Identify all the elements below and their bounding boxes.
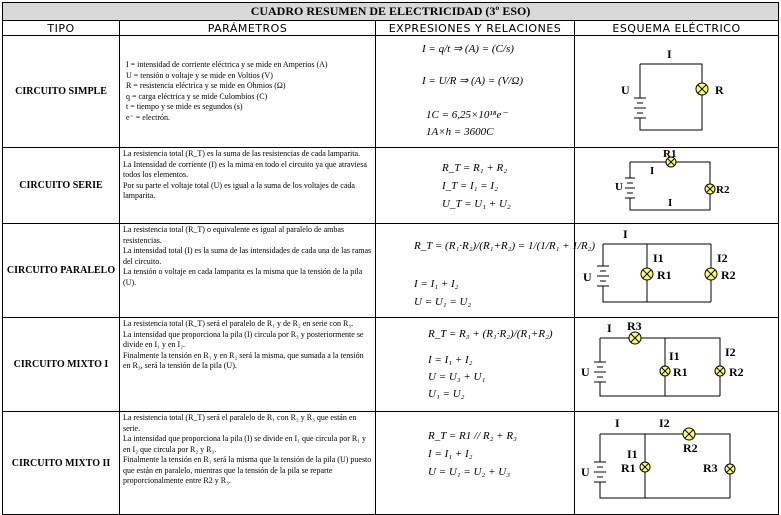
- param-line: La resistencia total (R_T) o equivalente es igual al paralelo de ambas resistencias.: [123, 225, 345, 245]
- tipo-mixto-1: CIRCUITO MIXTO I: [3, 318, 120, 412]
- schema-mixto-1: [575, 318, 779, 412]
- param-line: e⁻ = electrón.: [126, 112, 171, 122]
- label-r2: R2: [721, 268, 736, 282]
- schema-paralelo: [575, 224, 779, 318]
- mixed-circuit-2-diagram: [575, 412, 779, 510]
- expr-line: I = U/R ⇒ (A) = (V/Ω): [422, 75, 524, 87]
- param-line: I = intensidad de corriente eléctrica y se mide en Amperios (A): [126, 60, 328, 69]
- expr-line: U = U₃ + U₁: [428, 371, 486, 383]
- param-line: Finalmente la tensión en R₁ y en R₂ será la misma, que sumada a la tensión en R₃, será la tensión de la pila (U).: [123, 350, 364, 370]
- series-circuit-diagram: [575, 148, 779, 219]
- expr-line: R_T = R₁ + R₂: [442, 162, 508, 174]
- label-r1: R1: [663, 148, 677, 160]
- expr-line: U = U₁ = U₂: [414, 296, 472, 308]
- label-r3: R3: [703, 461, 718, 475]
- label-r2: R2: [716, 184, 730, 196]
- param-line: La resistencia total (R_T) es la suma de las resistencias de cada lamparita.: [123, 149, 361, 158]
- param-line: La intensidad que proporciona la pila (I) se divide en I₁ que circula por R₁ y en I₂ que circula por R₂ y R₃.: [123, 434, 367, 454]
- expr-line: I = q/t ⇒ (A) = (C/s): [422, 43, 514, 55]
- row-simple: [3, 36, 779, 148]
- label-i: I: [607, 321, 612, 335]
- expr-line: U = U₁ = U₂ + U₃: [428, 466, 511, 478]
- expr-line: R_T = (R₁·R₂)/(R₁+R₂) = 1/(1/R₁ + 1/R₂): [414, 240, 596, 252]
- row-mixto-1: [3, 318, 779, 412]
- label-i: I: [667, 47, 672, 61]
- label-u: U: [581, 365, 590, 379]
- params-serie: [120, 148, 376, 224]
- parallel-circuit-diagram: [575, 224, 779, 313]
- param-line: t = tiempo y se mide es segundos (s): [126, 102, 243, 111]
- param-line: La intensidad total (I) es la suma de las intensidades de cada una de las ramas del circuito.: [123, 246, 372, 266]
- label-i1: I1: [669, 349, 680, 363]
- expr-line: I = I₁ + I₂: [428, 448, 473, 460]
- table-title: CUADRO RESUMEN DE ELECTRICIDAD (3º ESO): [3, 3, 779, 21]
- expr-line: I = I₁ + I₂: [414, 278, 459, 290]
- row-mixto-2: [3, 412, 779, 515]
- label-r: R: [715, 83, 724, 97]
- label-u: U: [581, 465, 590, 479]
- expr-line: R_T = R₃ + (R₁·R₂)/(R₁+R₂): [428, 328, 553, 340]
- tipo-simple: CIRCUITO SIMPLE: [3, 36, 120, 148]
- label-r3: R3: [627, 319, 642, 333]
- expr-line: I = I₁ + I₂: [428, 354, 473, 366]
- summary-table: [2, 2, 779, 515]
- label-i: I: [615, 416, 620, 430]
- header-parametros: PARÁMETROS: [120, 21, 376, 36]
- label-u: U: [621, 83, 630, 97]
- expr-line: U₁ = U₂: [428, 388, 465, 400]
- params-mixto-1: [120, 318, 376, 412]
- expr-line: R_T = R1 // R₂ + R₃: [428, 430, 517, 442]
- schema-mixto-2: [575, 412, 779, 515]
- label-u: U: [583, 270, 592, 284]
- param-line: Por su parte el voltaje total (U) es igual a la suma de los voltajes de cada lamparita.: [123, 180, 355, 200]
- label-r1: R1: [673, 365, 688, 379]
- label-i: I: [623, 227, 628, 241]
- param-line: Finalmente la tensión en R₁ será la misma que la tensión de la pila (U) puesto que están en paralelo, mientras que la tensión de la pila se reparte proporcionalmente entre R2 y R₃.: [123, 455, 372, 485]
- label-r2: R2: [683, 441, 698, 455]
- schema-serie: [575, 148, 779, 224]
- param-line: La Intensidad de corriente (I) es la mima en todo el circuito ya que atraviesa todos los elementos.: [123, 159, 367, 179]
- row-serie: [3, 148, 779, 224]
- label-i: I: [668, 197, 673, 209]
- header-esquema: ESQUEMA ELÉCTRICO: [575, 21, 779, 36]
- param-line: q = carga eléctrica y se mide Culombios (C): [126, 91, 268, 101]
- label-i2: I2: [717, 251, 728, 265]
- params-mixto-2: [120, 412, 376, 515]
- schema-simple: [575, 36, 779, 148]
- expr-line: 1C = 6,25×10¹⁸e⁻: [426, 109, 508, 121]
- label-i1: I1: [627, 447, 638, 461]
- mixed-circuit-1-diagram: [575, 318, 779, 407]
- tipo-mixto-2: CIRCUITO MIXTO II: [3, 412, 120, 515]
- label-i2: I2: [725, 345, 736, 359]
- param-line: R = resistencia eléctrica y se mide en Ohmios (Ω): [126, 81, 286, 90]
- param-line: La resistencia total (R_T) será el paralelo de R₁ con R₂ y R₃ que están en serie.: [123, 413, 357, 433]
- summary-sheet: [2, 2, 778, 509]
- tipo-serie: CIRCUITO SERIE: [3, 148, 120, 224]
- expr-mixto-2: [376, 412, 575, 515]
- row-paralelo: [3, 224, 779, 318]
- expr-simple: [376, 36, 575, 148]
- expr-paralelo: [376, 224, 596, 318]
- label-i: I: [650, 165, 655, 177]
- label-r1: R1: [657, 268, 672, 282]
- expr-line: 1A×h = 3600C: [426, 126, 494, 138]
- label-r1: R1: [621, 461, 636, 475]
- expr-line: U_T = U₁ + U₂: [442, 198, 511, 210]
- header-expresiones: EXPRESIONES Y RELACIONES: [376, 21, 575, 36]
- params-paralelo: [120, 224, 376, 318]
- simple-circuit-diagram: [575, 36, 779, 143]
- param-line: U = tensión o voltaje y se mide en Voltios (V): [126, 70, 273, 80]
- param-line: La intensidad que proporciona la pila (I) circula por R₃ y posteriormente se divide en I₁ y en I₂.: [123, 329, 364, 349]
- expr-mixto-1: [376, 318, 575, 412]
- label-r2: R2: [729, 365, 744, 379]
- tipo-paralelo: CIRCUITO PARALELO: [3, 224, 120, 318]
- expr-serie: [376, 148, 575, 224]
- label-i1: I1: [653, 251, 664, 265]
- params-simple: [120, 36, 376, 148]
- param-line: La resistencia total (R_T) será el paralelo de R₁ y de R₂ en serie con R₃.: [123, 319, 354, 328]
- label-u: U: [615, 181, 623, 193]
- header-tipo: TIPO: [3, 21, 120, 36]
- param-line: La tensión o voltaje en cada lamparita es la misma que la tensión de la pila (U).: [123, 267, 363, 287]
- expr-line: I_T = I₁ = I₂: [442, 180, 498, 192]
- label-i2: I2: [659, 416, 670, 430]
